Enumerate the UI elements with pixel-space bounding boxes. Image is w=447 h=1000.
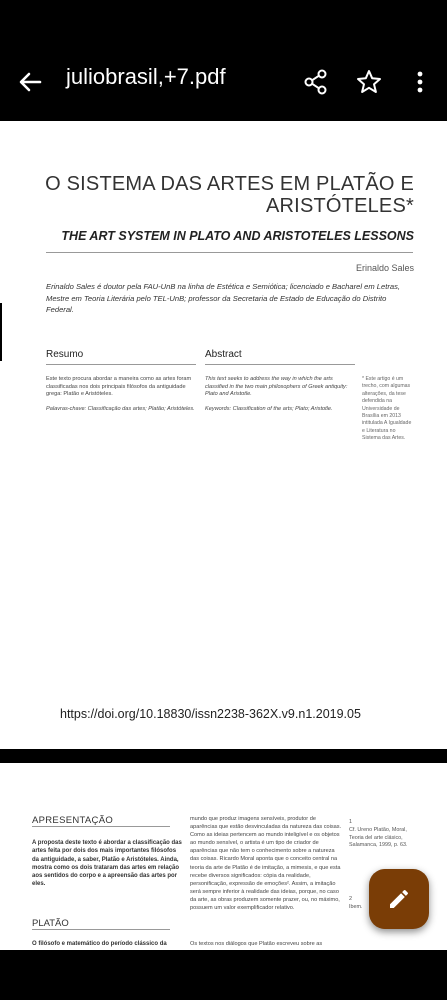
platao-paragraph-start: O filósofo e matemático do período clássico da (32, 941, 167, 947)
document-title: juliobrasil,+7.pdf (66, 64, 226, 89)
pdf-page-1[interactable] (0, 121, 447, 749)
divider (205, 364, 355, 365)
bottom-bar (0, 950, 447, 1000)
footnote-number: 1 (349, 819, 353, 825)
star-outline-icon[interactable] (353, 66, 385, 98)
more-vert-icon[interactable] (404, 66, 436, 98)
resumo-heading: Resumo (46, 349, 84, 360)
divider (46, 252, 413, 253)
footnote: Cf. Ureno Platão, Moral, Teoria del arte clásico, Salamanca, 1999, p. 63. (349, 827, 408, 848)
edit-pencil-icon (387, 887, 411, 911)
divider (46, 364, 196, 365)
footnote: Ibem. (349, 904, 363, 910)
abstract-heading: Abstract (205, 349, 242, 360)
divider (32, 826, 170, 827)
footnote: * Este artigo é um trecho, com algumas alterações, da tese defendida na Universidade de Brasília em 2013 intitulada A Igualdade e Literatura no Sistema das Artes. (362, 376, 412, 442)
section-heading-apresentacao: APRESENTAÇÃO (32, 815, 114, 826)
doi-link[interactable]: https://doi.org/10.18830/issn2238-362X.v9.n1.2019.05 (60, 707, 361, 721)
top-app-bar (0, 0, 447, 120)
resumo-keywords: Palavras-chave: Classificação das artes; Platão; Aristóteles. (46, 406, 195, 412)
body-paragraph-start: Os textos nos diálogos que Platão escreveu sobre as (190, 941, 323, 947)
intro-paragraph: A proposta deste texto é abordar a classificação das artes feita por dois dos mais importantes filósofos da antiguidade, a saber, Platão e Aristóteles. Ainda, mostra como os dois trataram das artes em relação aos sentidos do corpo e a apreensão das artes por eles. (32, 840, 182, 888)
edit-fab-button[interactable] (369, 869, 429, 929)
resumo-text: Este texto procura abordar a maneira como as artes foram classificadas nos dois principais filósofos da antiguidade grega: Platão e Aristóteles. (46, 376, 192, 398)
share-icon[interactable] (300, 66, 332, 98)
article-subtitle: THE ART SYSTEM IN PLATO AND ARISTOTELES LESSONS (61, 229, 414, 243)
body-paragraph: mundo que produz imagens sensíveis, produtor de aparências que estão desvinculadas da natureza das coisas. Como as ideias pertencem ao mundo inteligível e os objetos ao mundo sensível, o artista é um tipo de criador de aparências que não tem o conhecimento sobre a natureza das coisas. Ricardo Moral aponta que o conceito central na teoria da arte de Platão é de imitação, a mimesis, e que esta recebe diversos significados: cópia da realidade, personificação, expressão de emoções². Assim, a imitação será sempre inferior à realidade das ideias, porque, no caso da arte, as obras produzem somente prazer, ou, no máximo, possuem um valor exemplificador relativo. (190, 816, 342, 912)
arrow-back-icon[interactable] (14, 66, 46, 98)
author-bio: Erinaldo Sales é doutor pela FAU-UnB na linha de Estética e Semiótica; licenciado e Bacharel em Letras, Mestre em Teoria Literária pelo TEL-UnB; professor da Secretaria de Estado de Educação do Distrito Federal. (46, 282, 401, 314)
article-title: O SISTEMA DAS ARTES EM PLATÃO E ARISTÓTELES* (45, 173, 414, 217)
section-heading-platao: PLATÃO (32, 918, 69, 929)
divider (32, 929, 170, 930)
abstract-keywords: Keywords: Classification of the arts; Plato; Aristotle. (205, 406, 333, 412)
footnote-number: 2 (349, 896, 353, 902)
page-edge-mark (0, 303, 2, 361)
abstract-text: This text seeks to address the way in which the arts classified in the two main philosophers of Greek antiquity: Plato and Aristotle. (205, 376, 348, 398)
author-name: Erinaldo Sales (355, 263, 414, 273)
